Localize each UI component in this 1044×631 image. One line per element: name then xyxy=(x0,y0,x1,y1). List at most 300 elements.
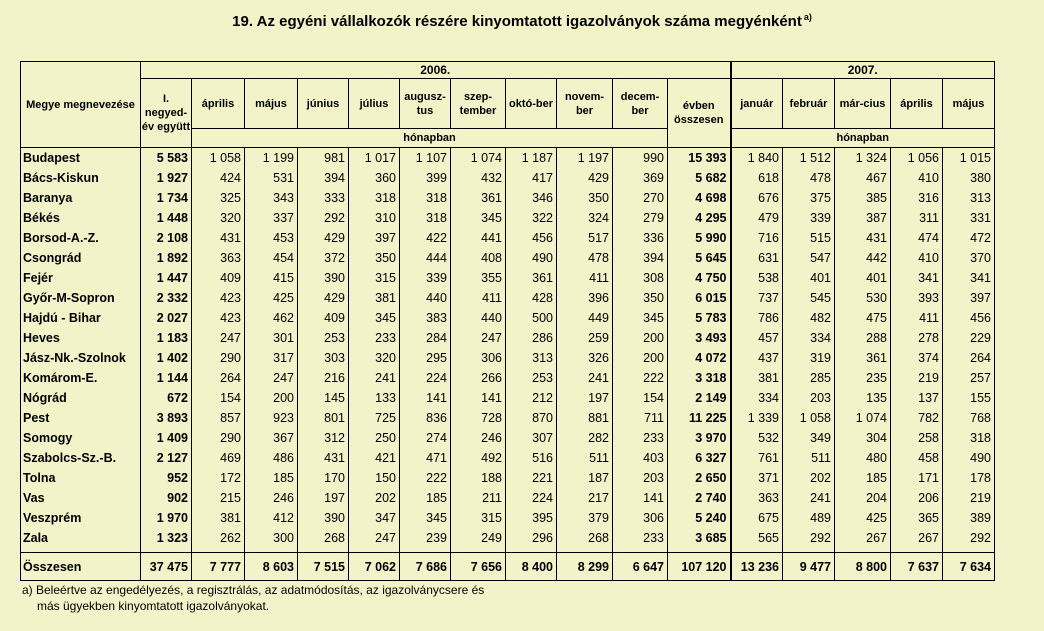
table-cell: 11 225 xyxy=(668,408,731,428)
county-name: Békés xyxy=(21,208,141,228)
table-cell: 204 xyxy=(835,488,891,508)
table-cell: 511 xyxy=(557,448,613,468)
table-cell: 394 xyxy=(298,168,349,188)
table-cell: 200 xyxy=(613,328,668,348)
table-cell: 188 xyxy=(451,468,506,488)
table-cell: 247 xyxy=(192,328,245,348)
table-cell: 1 409 xyxy=(141,428,192,448)
table-cell: 5 583 xyxy=(141,148,192,169)
table-cell: 370 xyxy=(943,248,995,268)
table-cell: 341 xyxy=(943,268,995,288)
table-row xyxy=(21,368,995,388)
table-cell: 545 xyxy=(783,288,835,308)
column-header: május xyxy=(943,79,995,129)
table-cell: 1 323 xyxy=(141,528,192,553)
table-cell: 7 637 xyxy=(891,553,943,581)
data-table xyxy=(20,61,995,581)
table-cell: 672 xyxy=(141,388,192,408)
county-name: Győr-M-Sopron xyxy=(21,288,141,308)
table-cell: 325 xyxy=(192,188,245,208)
county-name: Borsod-A.-Z. xyxy=(21,228,141,248)
column-header: július xyxy=(349,79,400,129)
county-name: Tolna xyxy=(21,468,141,488)
table-cell: 341 xyxy=(891,268,943,288)
table-cell: 2 149 xyxy=(668,388,731,408)
table-cell: 7 634 xyxy=(943,553,995,581)
table-cell: 1 187 xyxy=(506,148,557,169)
table-cell: 326 xyxy=(557,348,613,368)
table-cell: 253 xyxy=(298,328,349,348)
table-cell: 981 xyxy=(298,148,349,169)
table-cell: 312 xyxy=(298,428,349,448)
table-cell: 412 xyxy=(245,508,298,528)
page-title xyxy=(0,12,1044,30)
table-cell: 393 xyxy=(891,288,943,308)
table-cell: 1 324 xyxy=(835,148,891,169)
table-cell: 224 xyxy=(506,488,557,508)
table-cell: 387 xyxy=(835,208,891,228)
table-cell: 343 xyxy=(245,188,298,208)
table-cell: 2 740 xyxy=(668,488,731,508)
table-cell: 216 xyxy=(298,368,349,388)
table-cell: 257 xyxy=(943,368,995,388)
header-unit-2006: hónapban xyxy=(192,129,668,148)
table-cell: 990 xyxy=(613,148,668,169)
table-cell: 203 xyxy=(613,468,668,488)
table-cell: 1 402 xyxy=(141,348,192,368)
column-header: novem-ber xyxy=(557,79,613,129)
table-cell: 1 927 xyxy=(141,168,192,188)
table-cell: 381 xyxy=(192,508,245,528)
table-cell: 200 xyxy=(613,348,668,368)
table-cell: 1 058 xyxy=(783,408,835,428)
table-cell: 474 xyxy=(891,228,943,248)
table-cell: 565 xyxy=(731,528,783,553)
table-cell: 437 xyxy=(731,348,783,368)
county-name: Budapest xyxy=(21,148,141,169)
county-name: Bács-Kiskun xyxy=(21,168,141,188)
table-cell: 282 xyxy=(557,428,613,448)
table-cell: 2 332 xyxy=(141,288,192,308)
table-cell: 489 xyxy=(783,508,835,528)
table-cell: 492 xyxy=(451,448,506,468)
table-cell: 1 339 xyxy=(731,408,783,428)
table-cell: 716 xyxy=(731,228,783,248)
table-cell: 409 xyxy=(192,268,245,288)
table-row xyxy=(21,268,995,288)
table-cell: 442 xyxy=(835,248,891,268)
table-cell: 345 xyxy=(451,208,506,228)
table-cell: 1 074 xyxy=(451,148,506,169)
table-cell: 203 xyxy=(783,388,835,408)
table-cell: 3 685 xyxy=(668,528,731,553)
footnote-line-1: a) Beleértve az engedélyezés, a regisztrálás, az adatmódosítás, az igazolványcsere és xyxy=(22,583,485,597)
table-cell: 170 xyxy=(298,468,349,488)
table-cell: 253 xyxy=(506,368,557,388)
county-name: Hajdú - Bihar xyxy=(21,308,141,328)
table-cell: 141 xyxy=(451,388,506,408)
column-header: szep-tember xyxy=(451,79,506,129)
table-row xyxy=(21,168,995,188)
title-text: 19. Az egyéni vállalkozók részére kinyomtatott igazolványok száma megyénként xyxy=(232,13,802,30)
table-cell: 390 xyxy=(298,268,349,288)
table-cell: 285 xyxy=(783,368,835,388)
table-cell: 221 xyxy=(506,468,557,488)
table-cell: 331 xyxy=(943,208,995,228)
table-cell: 631 xyxy=(731,248,783,268)
table-cell: 410 xyxy=(891,248,943,268)
table-cell: 472 xyxy=(943,228,995,248)
table-cell: 268 xyxy=(298,528,349,553)
table-cell: 224 xyxy=(400,368,451,388)
table-cell: 440 xyxy=(400,288,451,308)
table-cell: 37 475 xyxy=(141,553,192,581)
table-cell: 1 107 xyxy=(400,148,451,169)
table-cell: 538 xyxy=(731,268,783,288)
table-cell: 206 xyxy=(891,488,943,508)
table-cell: 1 056 xyxy=(891,148,943,169)
table-cell: 2 027 xyxy=(141,308,192,328)
county-name: Vas xyxy=(21,488,141,508)
table-cell: 8 603 xyxy=(245,553,298,581)
column-header: már-cius xyxy=(835,79,891,129)
table-cell: 5 783 xyxy=(668,308,731,328)
table-cell: 219 xyxy=(891,368,943,388)
table-cell: 324 xyxy=(557,208,613,228)
column-header: augusz-tus xyxy=(400,79,451,129)
table-cell: 618 xyxy=(731,168,783,188)
table-cell: 415 xyxy=(245,268,298,288)
table-cell: 479 xyxy=(731,208,783,228)
table-cell: 1 840 xyxy=(731,148,783,169)
table-cell: 444 xyxy=(400,248,451,268)
table-cell: 397 xyxy=(943,288,995,308)
table-cell: 1 197 xyxy=(557,148,613,169)
table-cell: 728 xyxy=(451,408,506,428)
table-cell: 185 xyxy=(245,468,298,488)
table-cell: 361 xyxy=(506,268,557,288)
table-cell: 345 xyxy=(613,308,668,328)
table-cell: 171 xyxy=(891,468,943,488)
table-cell: 7 777 xyxy=(192,553,245,581)
table-cell: 154 xyxy=(613,388,668,408)
table-cell: 421 xyxy=(349,448,400,468)
table-cell: 379 xyxy=(557,508,613,528)
table-cell: 361 xyxy=(835,348,891,368)
county-name: Pest xyxy=(21,408,141,428)
table-cell: 3 893 xyxy=(141,408,192,428)
table-cell: 1 017 xyxy=(349,148,400,169)
table-cell: 13 236 xyxy=(731,553,783,581)
county-name: Fejér xyxy=(21,268,141,288)
table-cell: 431 xyxy=(298,448,349,468)
table-cell: 676 xyxy=(731,188,783,208)
column-header: január xyxy=(731,79,783,129)
table-cell: 217 xyxy=(557,488,613,508)
table-cell: 1 183 xyxy=(141,328,192,348)
table-cell: 107 120 xyxy=(668,553,731,581)
table-cell: 952 xyxy=(141,468,192,488)
table-cell: 457 xyxy=(731,328,783,348)
table-cell: 486 xyxy=(245,448,298,468)
table-cell: 6 327 xyxy=(668,448,731,468)
table-cell: 306 xyxy=(451,348,506,368)
column-header: április xyxy=(891,79,943,129)
table-cell: 333 xyxy=(298,188,349,208)
table-cell: 530 xyxy=(835,288,891,308)
table-cell: 215 xyxy=(192,488,245,508)
table-cell: 480 xyxy=(835,448,891,468)
table-cell: 233 xyxy=(613,428,668,448)
table-cell: 423 xyxy=(192,308,245,328)
county-name: Nógrád xyxy=(21,388,141,408)
table-cell: 274 xyxy=(400,428,451,448)
column-header: április xyxy=(192,79,245,129)
table-cell: 313 xyxy=(506,348,557,368)
column-header: június xyxy=(298,79,349,129)
table-cell: 471 xyxy=(400,448,451,468)
table-cell: 3 970 xyxy=(668,428,731,448)
table-cell: 346 xyxy=(506,188,557,208)
table-cell: 306 xyxy=(613,508,668,528)
table-cell: 456 xyxy=(943,308,995,328)
table-cell: 431 xyxy=(192,228,245,248)
table-cell: 390 xyxy=(298,508,349,528)
county-name: Heves xyxy=(21,328,141,348)
table-cell: 478 xyxy=(783,168,835,188)
table-cell: 380 xyxy=(943,168,995,188)
table-cell: 347 xyxy=(349,508,400,528)
table-cell: 2 127 xyxy=(141,448,192,468)
table-cell: 334 xyxy=(731,388,783,408)
table-cell: 141 xyxy=(613,488,668,508)
table-row xyxy=(21,228,995,248)
table-cell: 295 xyxy=(400,348,451,368)
table-cell: 440 xyxy=(451,308,506,328)
table-cell: 410 xyxy=(891,168,943,188)
table-cell: 469 xyxy=(192,448,245,468)
table-cell: 258 xyxy=(891,428,943,448)
table-cell: 511 xyxy=(783,448,835,468)
table-row xyxy=(21,308,995,328)
table-cell: 307 xyxy=(506,428,557,448)
table-cell: 441 xyxy=(451,228,506,248)
table-cell: 881 xyxy=(557,408,613,428)
table-cell: 222 xyxy=(400,468,451,488)
table-cell: 458 xyxy=(891,448,943,468)
table-cell: 383 xyxy=(400,308,451,328)
table-cell: 284 xyxy=(400,328,451,348)
table-cell: 1 074 xyxy=(835,408,891,428)
table-cell: 9 477 xyxy=(783,553,835,581)
table-row xyxy=(21,528,995,553)
table-cell: 202 xyxy=(783,468,835,488)
table-cell: 222 xyxy=(613,368,668,388)
table-cell: 2 650 xyxy=(668,468,731,488)
county-name: Jász-Nk.-Szolnok xyxy=(21,348,141,368)
table-cell: 172 xyxy=(192,468,245,488)
table-cell: 363 xyxy=(192,248,245,268)
table-cell: 372 xyxy=(298,248,349,268)
table-cell: 367 xyxy=(245,428,298,448)
table-cell: 264 xyxy=(943,348,995,368)
table-cell: 857 xyxy=(192,408,245,428)
table-cell: 241 xyxy=(783,488,835,508)
table-cell: 154 xyxy=(192,388,245,408)
table-cell: 233 xyxy=(613,528,668,553)
table-cell: 517 xyxy=(557,228,613,248)
table-cell: 241 xyxy=(349,368,400,388)
table-cell: 239 xyxy=(400,528,451,553)
table-cell: 233 xyxy=(349,328,400,348)
column-header: május xyxy=(245,79,298,129)
table-cell: 365 xyxy=(891,508,943,528)
table-cell: 135 xyxy=(835,388,891,408)
table-cell: 318 xyxy=(943,428,995,448)
county-name: Veszprém xyxy=(21,508,141,528)
table-cell: 319 xyxy=(783,348,835,368)
table-cell: 360 xyxy=(349,168,400,188)
table-cell: 462 xyxy=(245,308,298,328)
table-cell: 453 xyxy=(245,228,298,248)
table-cell: 286 xyxy=(506,328,557,348)
table-cell: 202 xyxy=(349,488,400,508)
table-cell: 267 xyxy=(835,528,891,553)
table-cell: 345 xyxy=(349,308,400,328)
table-cell: 200 xyxy=(245,388,298,408)
header-unit-2007: hónapban xyxy=(731,129,995,148)
table-cell: 322 xyxy=(506,208,557,228)
table-cell: 137 xyxy=(891,388,943,408)
table-cell: 355 xyxy=(451,268,506,288)
table-cell: 1 144 xyxy=(141,368,192,388)
table-cell: 246 xyxy=(451,428,506,448)
table-cell: 761 xyxy=(731,448,783,468)
table-cell: 303 xyxy=(298,348,349,368)
table-cell: 737 xyxy=(731,288,783,308)
table-cell: 411 xyxy=(451,288,506,308)
table-cell: 311 xyxy=(891,208,943,228)
table-cell: 516 xyxy=(506,448,557,468)
table-cell: 292 xyxy=(298,208,349,228)
table-cell: 268 xyxy=(557,528,613,553)
table-cell: 429 xyxy=(557,168,613,188)
table-cell: 431 xyxy=(835,228,891,248)
table-cell: 317 xyxy=(245,348,298,368)
table-cell: 500 xyxy=(506,308,557,328)
table-cell: 401 xyxy=(783,268,835,288)
table-cell: 467 xyxy=(835,168,891,188)
table-cell: 394 xyxy=(613,248,668,268)
table-cell: 836 xyxy=(400,408,451,428)
table-cell: 5 645 xyxy=(668,248,731,268)
table-cell: 308 xyxy=(613,268,668,288)
table-cell: 315 xyxy=(349,268,400,288)
table-cell: 422 xyxy=(400,228,451,248)
table-cell: 531 xyxy=(245,168,298,188)
table-row xyxy=(21,488,995,508)
table-cell: 3 318 xyxy=(668,368,731,388)
table-cell: 490 xyxy=(943,448,995,468)
table-cell: 478 xyxy=(557,248,613,268)
table-cell: 3 493 xyxy=(668,328,731,348)
table-cell: 403 xyxy=(613,448,668,468)
column-header: évben összesen xyxy=(668,79,731,148)
table-cell: 133 xyxy=(349,388,400,408)
table-cell: 288 xyxy=(835,328,891,348)
table-cell: 711 xyxy=(613,408,668,428)
table-cell: 801 xyxy=(298,408,349,428)
table-cell: 345 xyxy=(400,508,451,528)
table-cell: 270 xyxy=(613,188,668,208)
table-row xyxy=(21,448,995,468)
footnote xyxy=(22,582,484,614)
table-cell: 8 299 xyxy=(557,553,613,581)
table-cell: 337 xyxy=(245,208,298,228)
table-cell: 6 015 xyxy=(668,288,731,308)
table-cell: 300 xyxy=(245,528,298,553)
table-cell: 301 xyxy=(245,328,298,348)
table-cell: 315 xyxy=(451,508,506,528)
table-cell: 432 xyxy=(451,168,506,188)
table-cell: 15 393 xyxy=(668,148,731,169)
table-cell: 197 xyxy=(557,388,613,408)
county-name: Baranya xyxy=(21,188,141,208)
table-cell: 292 xyxy=(943,528,995,553)
table-cell: 1 448 xyxy=(141,208,192,228)
table-cell: 334 xyxy=(783,328,835,348)
table-row xyxy=(21,288,995,308)
table-row xyxy=(21,468,995,488)
table-cell: 395 xyxy=(506,508,557,528)
table-cell: 6 647 xyxy=(613,553,668,581)
table-cell: 4 750 xyxy=(668,268,731,288)
table-cell: 247 xyxy=(451,328,506,348)
table-cell: 1 892 xyxy=(141,248,192,268)
table-cell: 374 xyxy=(891,348,943,368)
table-cell: 1 734 xyxy=(141,188,192,208)
table-cell: 725 xyxy=(349,408,400,428)
table-cell: 8 800 xyxy=(835,553,891,581)
table-cell: 336 xyxy=(613,228,668,248)
county-name: Zala xyxy=(21,528,141,553)
table-cell: 266 xyxy=(451,368,506,388)
table-cell: 185 xyxy=(835,468,891,488)
table-cell: 250 xyxy=(349,428,400,448)
table-cell: 318 xyxy=(349,188,400,208)
table-cell: 429 xyxy=(298,228,349,248)
table-cell: 8 400 xyxy=(506,553,557,581)
table-cell: 241 xyxy=(557,368,613,388)
county-name: Összesen xyxy=(21,553,141,581)
table-cell: 212 xyxy=(506,388,557,408)
table-cell: 145 xyxy=(298,388,349,408)
column-header: február xyxy=(783,79,835,129)
table-cell: 425 xyxy=(245,288,298,308)
table-cell: 375 xyxy=(783,188,835,208)
table-cell: 363 xyxy=(731,488,783,508)
table-cell: 361 xyxy=(451,188,506,208)
footnote-line-2: más ügyekben kinyomtatott igazolványokat. xyxy=(37,599,270,613)
column-header: I. negyed-év együtt xyxy=(141,79,192,148)
table-cell: 399 xyxy=(400,168,451,188)
table-cell: 349 xyxy=(783,428,835,448)
table-cell: 5 990 xyxy=(668,228,731,248)
table-cell: 262 xyxy=(192,528,245,553)
table-cell: 409 xyxy=(298,308,349,328)
table-row xyxy=(21,248,995,268)
table-cell: 316 xyxy=(891,188,943,208)
